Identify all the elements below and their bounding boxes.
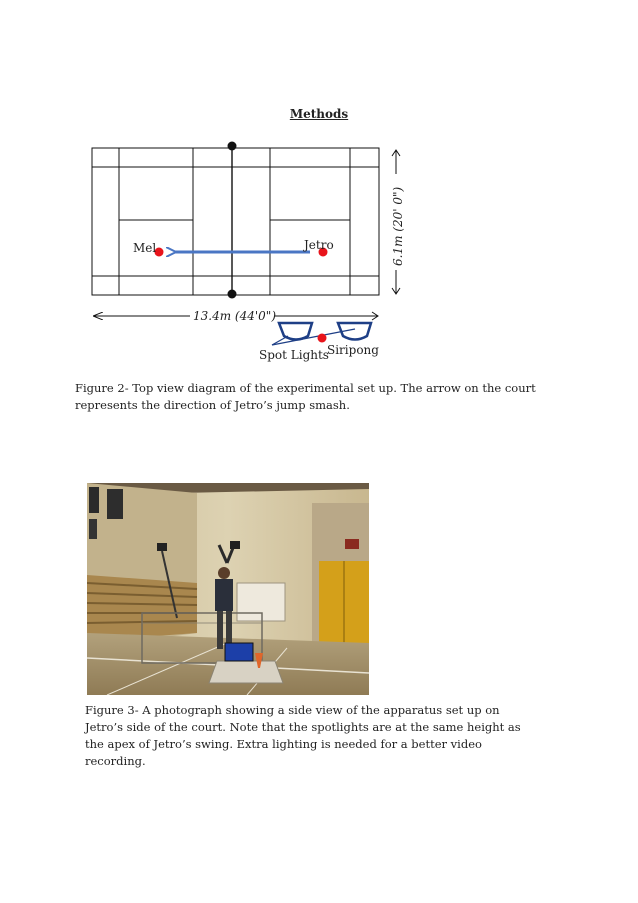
court-lines xyxy=(92,146,379,296)
spotlights-label: Spot Lights xyxy=(259,348,329,362)
width-dimension-label: 6.1m (20' 0") xyxy=(391,186,405,266)
figure-3-photo xyxy=(87,483,369,695)
observer-marker xyxy=(318,334,327,343)
net-post-top xyxy=(228,142,237,151)
observer-label: Siripong xyxy=(327,343,379,357)
net-post-bottom xyxy=(228,290,237,299)
spotlight-left xyxy=(279,323,312,340)
player-label-jetro: Jetro xyxy=(304,238,334,252)
court-boundary xyxy=(92,148,379,295)
figure-2-caption: Figure 2- Top view diagram of the experimental set up. The arrow on the court represents the direction of Jetro’s jump smash. xyxy=(75,381,536,412)
length-dimension-label: 13.4m (44'0") xyxy=(193,309,276,323)
player-label-mel: Mel xyxy=(133,241,157,255)
section-heading: Methods xyxy=(289,107,349,121)
gym-photo-illustration xyxy=(87,483,369,695)
figure-3-caption: Figure 3- A photograph showing a side view of the apparatus set up on Jetro’s side of the court. Note that the spotlights are at the same height as the apex of Jetro’s swing. Extra lighting is needed for a better video recording. xyxy=(85,703,521,768)
